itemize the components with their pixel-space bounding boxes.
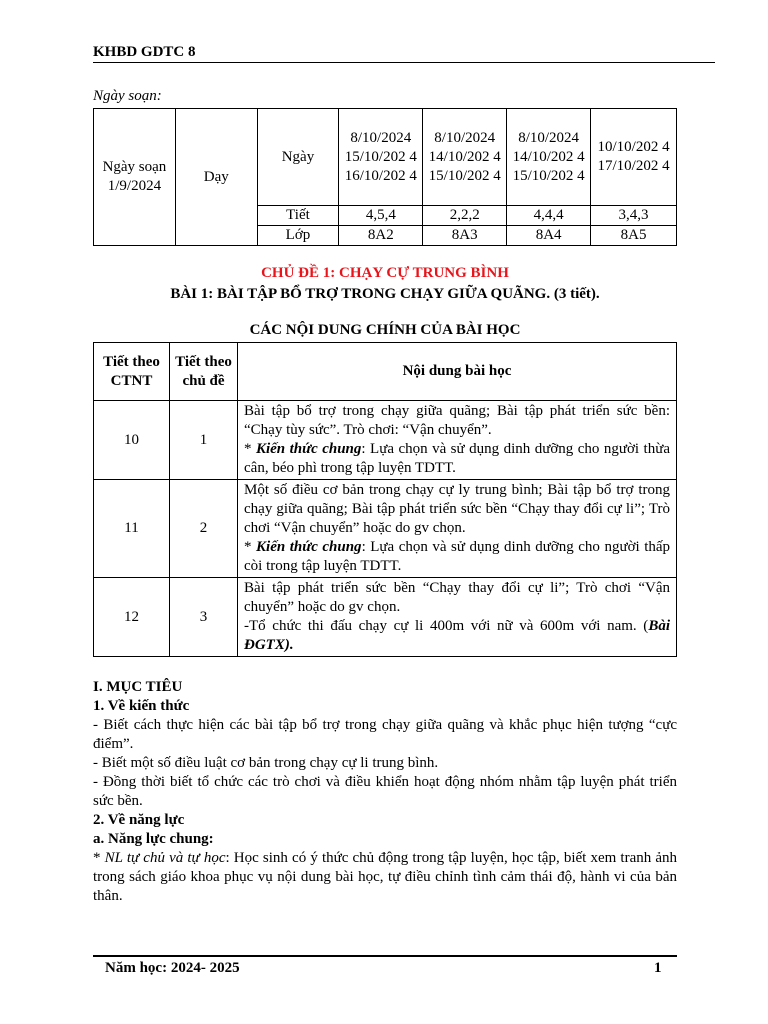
objective-item: - Đồng thời biết tổ chức các trò chơi và điều khiển hoạt động nhóm nhằm tập luyện phát triển sức bền. [93,774,677,809]
date-cell: 8/10/2024 14/10/202 4 15/10/202 4 [423,109,507,206]
row-chude: 2 [170,480,238,578]
header-divider [93,62,715,63]
assessment-label: Bài ĐGTX). [244,618,670,653]
knowledge-subheading: 1. Về kiến thức [93,698,190,714]
row-chude: 1 [170,401,238,480]
row-ctnt: 12 [94,578,170,657]
topic-title: CHỦ ĐỀ 1: CHẠY CỰ TRUNG BÌNH [261,265,509,281]
header-ctnt: Tiết theo CTNT [94,343,170,401]
general-knowledge-text: : Lựa chọn và sử dụng dinh dưỡng cho người thừa cân, béo phì trong tập luyện TDTT. [244,441,670,476]
content-general: * Kiến thức chung: Lựa chọn và sử dụng dinh dưỡng cho người thừa cân, béo phì trong tập luyện TDTT. [244,441,670,476]
content-text: Bài tập bổ trợ trong chạy giữa quãng; Bài tập phát triển sức bền: “Chạy tùy sức”. Trò chơi: “Vận chuyển”. [244,403,670,438]
row-content [238,578,677,657]
general-knowledge-text: : Lựa chọn và sử dụng dinh dưỡng cho người thấp còi trong tập luyện TDTT. [244,539,671,574]
competency-subheading: 2. Về năng lực [93,812,185,828]
period-row-label: Tiết [257,206,339,226]
objective-item: - Biết một số điều luật cơ bản trong chạy cự li trung bình. [93,755,439,771]
content-text: Bài tập phát triển sức bền “Chạy thay đổi cự li”; Trò chơi “Vận chuyển” hoặc do gv chọn. [244,580,670,615]
class-cell: 8A2 [339,226,423,246]
objective-item: - Biết cách thực hiện các bài tập bổ trợ trong chạy giữa quãng và khắc phục hiện tượng “cực điểm”. [93,717,677,752]
content-general: * Kiến thức chung: Lựa chọn và sử dụng dinh dưỡng cho người thấp còi trong tập luyện TDTT. [244,539,671,574]
period-cell: 4,5,4 [339,206,423,226]
date-cell: 10/10/202 4 17/10/202 4 [591,109,677,206]
row-ctnt: 11 [94,480,170,578]
content-text: Một số điều cơ bản trong chạy cự ly trung bình; Bài tập bổ trợ trong chạy giữa quãng; Bài tập phát triển sức bền “Chạy thay đổi cự li”; Trò chơi “Vận chuyển” hoặc do gv chọn. [244,482,670,536]
prep-date-label: Ngày soạn: [93,88,162,104]
general-competency-subheading: a. Năng lực chung: [93,831,214,847]
row-ctnt: 10 [94,401,170,480]
self-study-item: * NL tự chủ và tự học: Học sinh có ý thức chủ động trong tập luyện, học tập, biết xem tranh ảnh trong sách giáo khoa phục vụ nội dung bài học, tự điều chỉnh tình cảm thái độ, hành vi của bản thân. [93,850,678,904]
class-cell: 8A5 [591,226,677,246]
row-content [238,480,677,578]
date-cell: 8/10/2024 15/10/202 4 16/10/202 4 [339,109,423,206]
class-cell: 8A4 [507,226,591,246]
self-study-label: NL tự chủ và tự học [104,850,226,866]
section-title: CÁC NỘI DUNG CHÍNH CỦA BÀI HỌC [249,322,521,338]
self-study-text: : Học sinh có ý thức chủ động trong tập luyện, học tập, biết xem tranh ảnh trong sách giáo khoa phục vụ nội dung bài học, tự điều chỉnh tình cảm thái độ, hành vi của bản thân. [93,850,678,904]
schedule-table [93,108,677,246]
period-cell: 3,4,3 [591,206,677,226]
general-knowledge-label: Kiến thức chung [256,539,362,555]
period-cell: 2,2,2 [423,206,507,226]
header-chude: Tiết theo chủ đề [170,343,238,401]
objectives-heading: I. MỤC TIÊU [93,679,183,695]
header-content: Nội dung bài học [238,343,677,401]
class-cell: 8A3 [423,226,507,246]
class-row-label: Lớp [257,226,339,246]
teach-label-cell: Dạy [175,109,257,246]
row-chude: 3 [170,578,238,657]
date-row-label: Ngày [257,109,339,206]
lesson-title: BÀI 1: BÀI TẬP BỔ TRỢ TRONG CHẠY GIỮA QUÃNG. (3 tiết). [170,286,600,302]
footer-divider [93,955,677,957]
period-cell: 4,4,4 [507,206,591,226]
row-content [238,401,677,480]
page-number: 1 [654,960,662,976]
date-cell: 8/10/2024 14/10/202 4 15/10/202 4 [507,109,591,206]
lesson-content-table [93,342,677,657]
content-extra: -Tổ chức thi đấu chạy cự li 400m với nữ và 600m với nam. (Bài ĐGTX). [244,618,670,653]
prep-date-cell: Ngày soạn 1/9/2024 [94,109,176,246]
school-year: Năm học: 2024- 2025 [105,960,240,976]
objectives-section [93,678,677,906]
document-header: KHBD GDTC 8 [93,44,196,60]
general-knowledge-label: Kiến thức chung [255,441,362,457]
